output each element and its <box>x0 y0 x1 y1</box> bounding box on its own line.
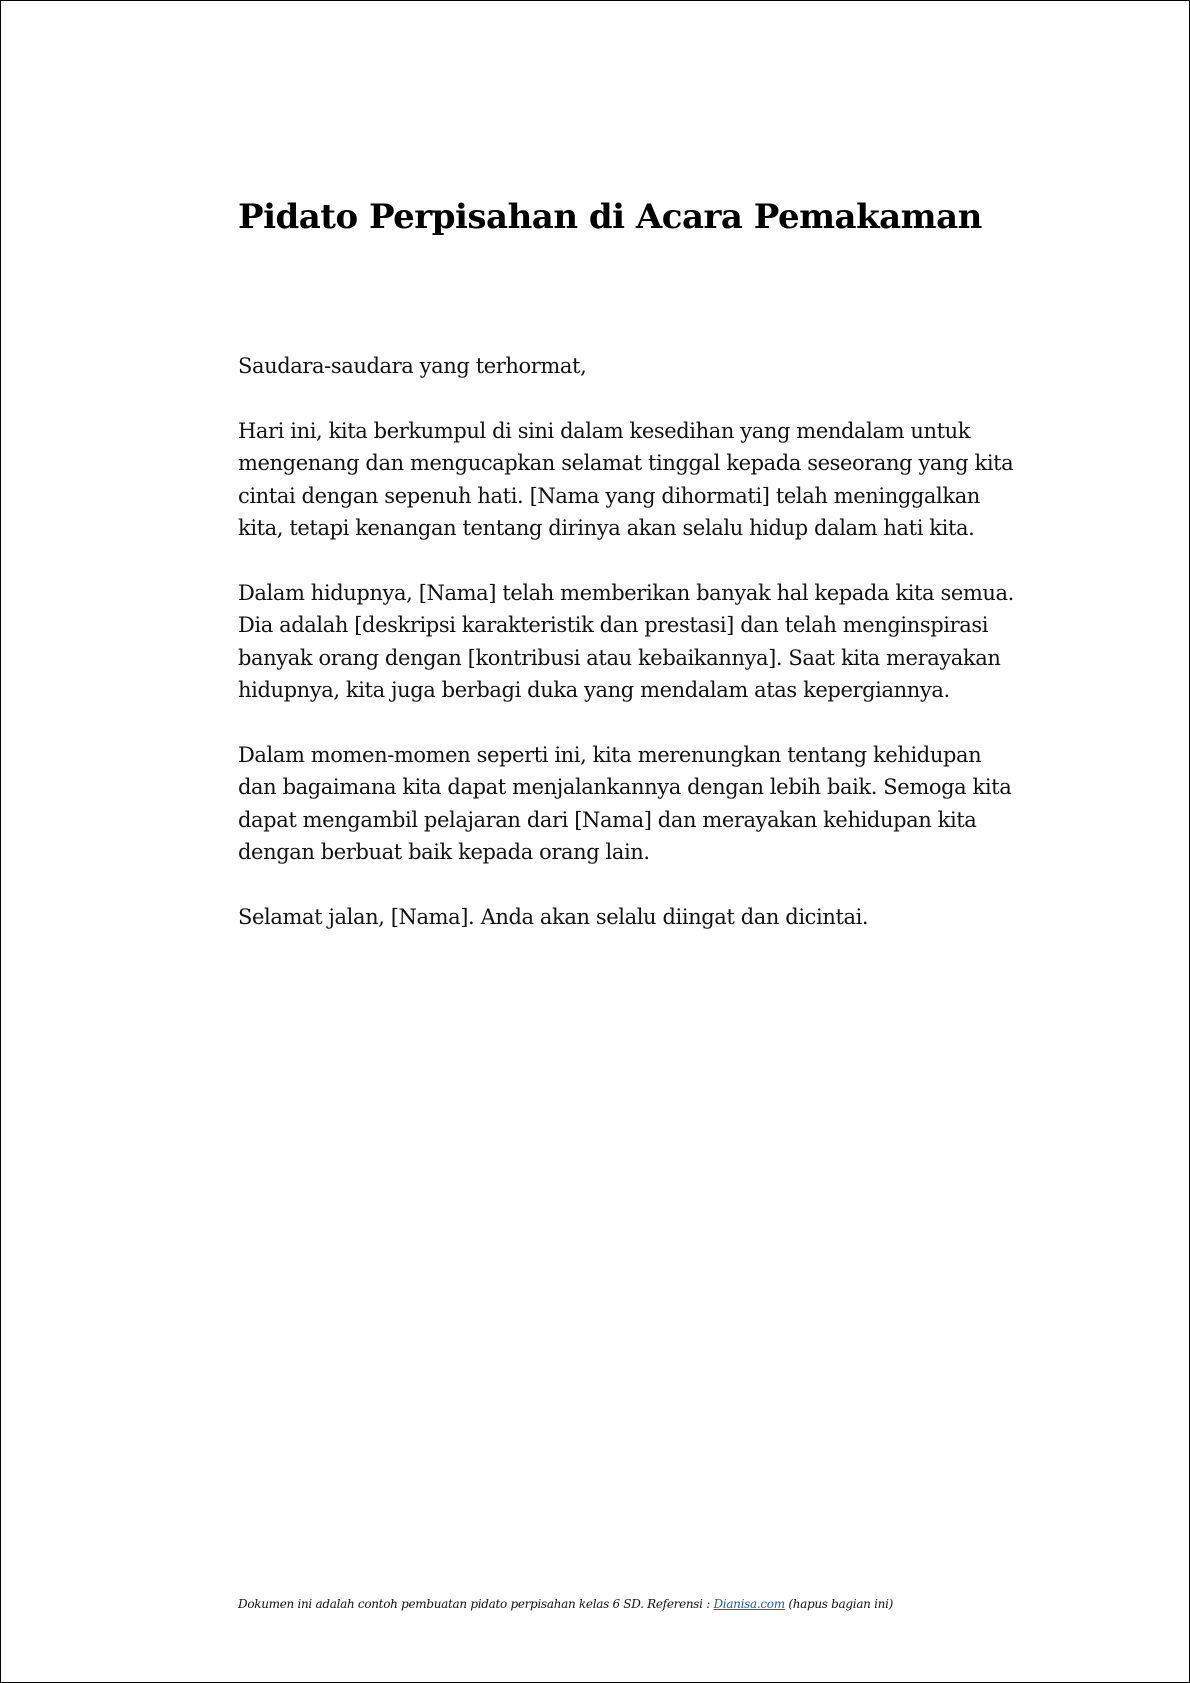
paragraph-reflection: Dalam momen-momen seperti ini, kita merenungkan tentang kehidupan dan bagaimana kita dapat menjalankannya dengan lebih baik. Semoga kita dapat mengambil pelajaran dari [Nama] dan merayakan kehidupan kita dengan berbuat baik kepada orang lain. <box>238 742 1012 864</box>
paragraph-farewell: Selamat jalan, [Nama]. Anda akan selalu diingat dan dicintai. <box>238 904 869 929</box>
paragraph-life: Dalam hidupnya, [Nama] telah memberikan banyak hal kepada kita semua. Dia adalah [deskripsi karakteristik dan prestasi] dan telah menginspirasi banyak orang dengan [kontribusi atau kebaikannya]. Saat kita merayakan hidupnya, kita juga berbagi duka yang mendalam atas kepergiannya. <box>238 580 1014 702</box>
salutation: Saudara-saudara yang terhormat, <box>238 354 587 378</box>
footer-text-after: (hapus bagian ini) <box>784 1597 894 1611</box>
document-title: Pidato Perpisahan di Acara Pemakaman <box>238 197 982 237</box>
footer-note <box>238 1595 1038 1613</box>
paragraph-opening: Hari ini, kita berkumpul di sini dalam kesedihan yang mendalam untuk mengenang dan mengucapkan selamat tinggal kepada seseorang yang kita cintai dengan sepenuh hati. [Nama yang dihormati] telah meninggalkan kita, tetapi kenangan tentang dirinya akan selalu hidup dalam hati kita. <box>238 418 1014 540</box>
document-body <box>238 191 1018 933</box>
footer-text-before: Dokumen ini adalah contoh pembuatan pidato perpisahan kelas 6 SD. Referensi : <box>238 1597 714 1611</box>
reference-link[interactable]: Dianisa.com <box>713 1597 785 1611</box>
